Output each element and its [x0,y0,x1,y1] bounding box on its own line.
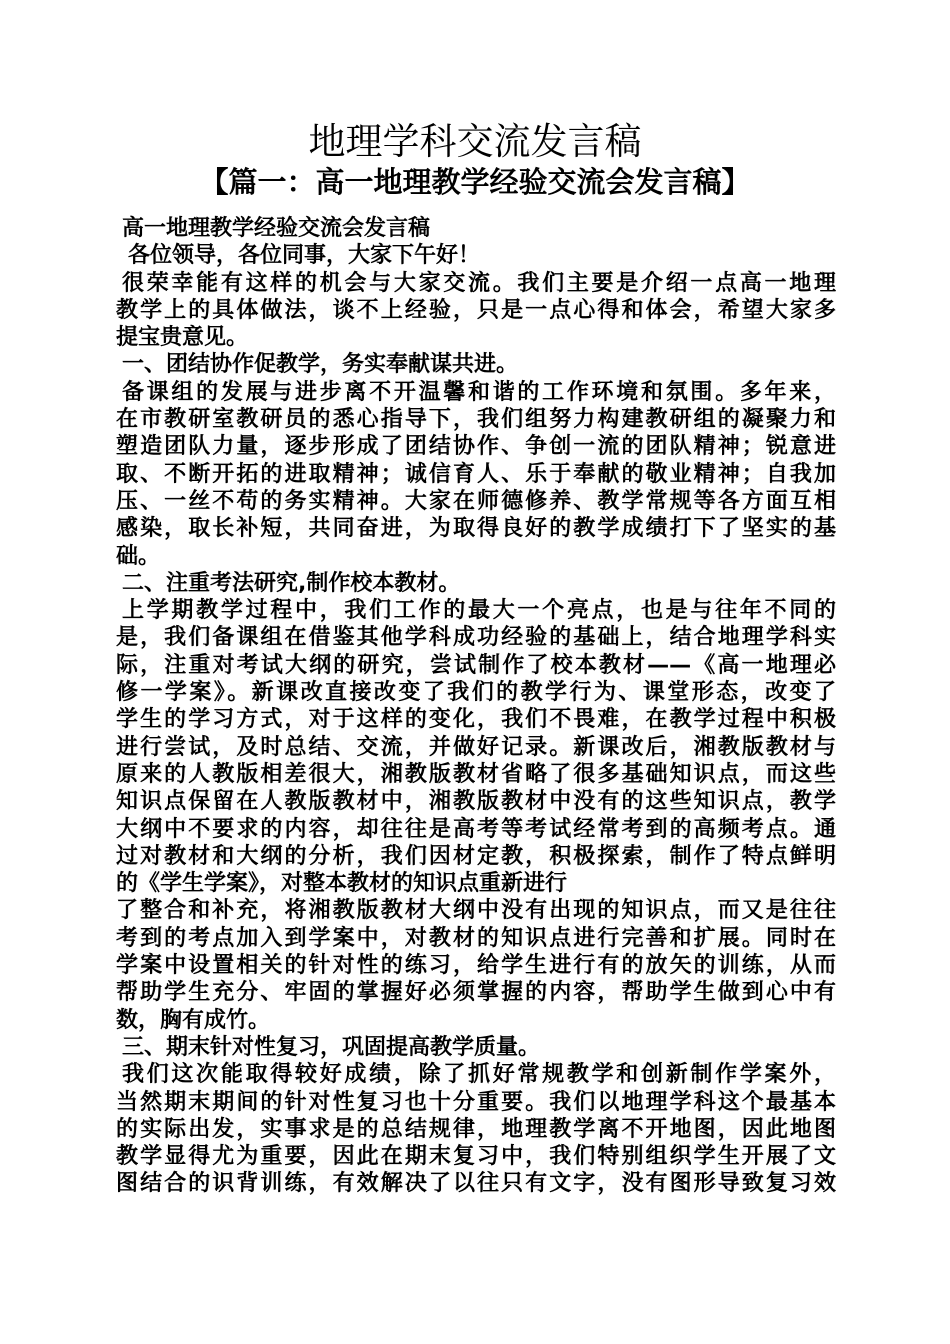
text-line: 了整合和补充，将湘教版教材大纲中没有出现的知识点，而又是往往 [116,898,836,924]
text-line: 数，胸有成竹。 [116,1007,271,1033]
section-heading: 高一地理教学经验交流会发言稿 [122,216,431,241]
document-title: 地理学科交流发言稿 [308,120,642,163]
text-line: 原来的人教版相差很大，湘教版教材省略了很多基础知识点，而这些 [116,761,836,787]
text-line: 教学显得尤为重要，因此在期末复习中，我们特别组织学生开展了文 [116,1144,836,1170]
text-line: 图结合的识背训练，有效解决了以往只有文字，没有图形导致复习效 [116,1171,836,1197]
text-line: 学案中设置相关的针对性的练习，给学生进行有的放矢的训练，从而 [116,953,836,979]
text-line: 当然期末期间的针对性复习也十分重要。我们以地理学科这个最基本 [116,1089,836,1115]
text-line: 知识点保留在人教版教材中，湘教版教材中没有的这些知识点，教学 [116,789,836,815]
text-line: 考到的考点加入到学案中，对教材的知识点进行完善和扩展。同时在 [116,925,836,951]
section-heading: 三、期末针对性复习，巩固提高教学质量。 [122,1034,541,1060]
text-line: 学生的学习方式，对于这样的变化，我们不畏难，在教学过程中积极 [116,707,836,733]
text-line: 际，注重对考试大纲的研究，尝试制作了校本教材——《高一地理必 [116,652,836,678]
text-line: 大纲中不要求的内容，却往往是高考等考试经常考到的高频考点。通 [116,816,836,842]
text-line: 础。 [116,543,161,569]
text-line: 塑造团队力量，逐步形成了团结协作、争创一流的团队精神；锐意进 [116,434,836,460]
text-line: 备课组的发展与进步离不开温馨和谐的工作环境和氛围。多年来， [122,379,836,405]
greeting-line: 各位领导，各位同事，大家下午好！ [128,243,481,269]
section-heading: 一、团结协作促教学，务实奉献谋共进。 [122,352,519,378]
text-line: 感染，取长补短，共同奋进，为取得良好的教学成绩打下了坚实的基 [116,516,836,542]
text-line: 的实际出发，实事求是的总结规律，地理教学离不开地图，因此地图 [116,1116,836,1142]
text-line: 在市教研室教研员的悉心指导下，我们组努力构建教研组的凝聚力和 [116,407,836,433]
document-body [116,215,836,1198]
text-line: 提宝贵意见。 [116,325,249,351]
section-heading: 二、注重考法研究,制作校本教材。 [122,570,461,596]
text-line: 进行尝试，及时总结、交流，并做好记录。新课改后，湘教版教材与 [116,734,836,760]
text-line: 取、不断开拓的进取精神；诚信育人、乐于奉献的敬业精神；自我加 [116,461,836,487]
text-line: 上学期教学过程中，我们工作的最大一个亮点，也是与往年不同的 [122,598,836,624]
text-line: 是，我们备课组在借鉴其他学科成功经验的基础上，结合地理学科实 [116,625,836,651]
text-line: 教学上的具体做法，谈不上经验，只是一点心得和体会，希望大家多 [116,297,836,323]
text-line: 修一学案》。新课改直接改变了我们的教学行为、课堂形态，改变了 [116,680,836,706]
text-line: 的《学生学案》，对整本教材的知识点重新进行 [116,871,568,897]
text-line: 过对教材和大纲的分析，我们因材定教，积极探索，制作了特点鲜明 [116,843,836,869]
text-line: 很荣幸能有这样的机会与大家交流。我们主要是介绍一点高一地理 [122,270,836,296]
text-line: 我们这次能取得较好成绩，除了抓好常规教学和创新制作学案外， [122,1062,836,1088]
document-subtitle: 【篇一：高一地理教学经验交流会发言稿】 [199,165,751,199]
text-line: 压、一丝不苟的务实精神。大家在师德修养、教学常规等各方面互相 [116,488,836,514]
text-line: 帮助学生充分、牢固的掌握好必须掌握的内容，帮助学生做到心中有 [116,980,836,1006]
